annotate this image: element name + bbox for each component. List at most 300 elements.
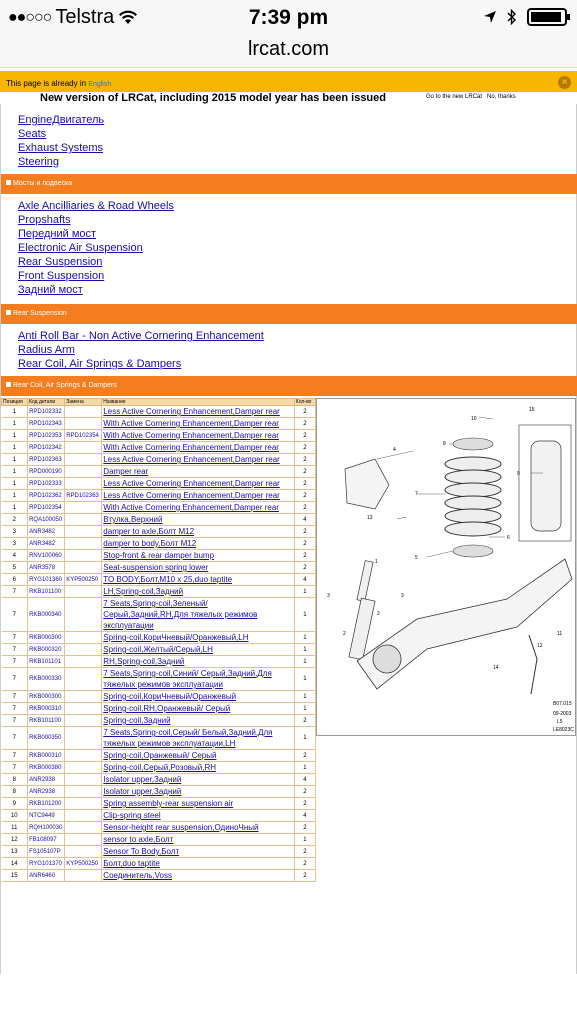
quantity-cell: 2 <box>303 788 307 795</box>
part-code-cell <box>28 727 65 750</box>
table-row <box>2 786 316 798</box>
quantity-cell: 2 <box>303 552 307 559</box>
quantity-cell <box>294 727 315 750</box>
position-cell <box>2 454 28 466</box>
diagram-label: 3 <box>327 593 330 599</box>
part-name-cell <box>102 834 295 846</box>
diagram-label: 4 <box>393 447 396 453</box>
table-header-row <box>2 399 316 406</box>
part-name-link[interactable]: Isolator upper,Задний <box>103 787 182 796</box>
position-cell: 12 <box>10 836 18 843</box>
quantity-cell <box>294 822 315 834</box>
part-name-cell <box>102 418 295 430</box>
carrier-name: Telstra <box>55 6 115 28</box>
part-code-link[interactable]: RNV100060 <box>29 552 62 559</box>
quantity-cell: 1 <box>303 611 307 618</box>
status-bar <box>0 0 577 38</box>
part-code-link[interactable]: RKB101101 <box>29 658 61 665</box>
quantity-cell: 1 <box>303 658 307 665</box>
parts-table-body <box>2 406 316 882</box>
part-code-link[interactable]: NTC9449 <box>29 812 55 819</box>
quantity-cell: 2 <box>303 872 307 879</box>
translate-language[interactable]: English <box>88 81 112 88</box>
position-cell <box>2 632 28 644</box>
replacement-cell <box>65 858 102 870</box>
part-name-cell <box>102 538 295 550</box>
part-code-link[interactable]: ANR3482 <box>29 528 56 535</box>
coil-spring <box>445 457 501 536</box>
part-code-link[interactable]: RYG101370 <box>29 860 62 867</box>
part-name-link[interactable]: 7 Seats,Spring-coil,Зеленый/ Серый,Задний,RH,Для тяжелых режимов эксплуатации <box>103 599 258 630</box>
part-code-cell <box>28 562 65 574</box>
position-cell: 7 <box>12 676 16 682</box>
part-name-link[interactable]: LH,Spring-coil,Задний <box>103 587 184 596</box>
position-cell: 7 <box>12 634 16 641</box>
position-cell <box>2 656 28 668</box>
part-code-link[interactable]: ANR2938 <box>29 788 56 795</box>
quantity-cell <box>294 644 315 656</box>
part-code-cell <box>28 514 65 526</box>
part-code-cell <box>28 466 65 478</box>
replacement-cell <box>65 586 102 598</box>
part-name-link[interactable]: With Active Cornering Enhancement,Damper rear <box>103 431 279 440</box>
replacement-cell <box>65 798 102 810</box>
part-code-link[interactable]: RPD000190 <box>29 468 62 475</box>
quantity-cell <box>294 656 315 668</box>
quantity-cell: 1 <box>303 705 307 712</box>
part-name-link[interactable]: Spring-coil,Серый,Розовый,RH <box>103 763 217 772</box>
part-code-cell <box>28 526 65 538</box>
part-code-link[interactable]: RPD102342 <box>29 444 62 451</box>
part-name-link[interactable]: Sensor-height rear suspension,ОдиноЧный <box>103 823 259 832</box>
replacement-link[interactable]: KYP500250 <box>66 576 99 583</box>
quantity-cell: 4 <box>303 812 307 819</box>
part-name-link[interactable]: Spring-coil,Задний <box>103 716 171 725</box>
part-code-cell <box>28 574 65 586</box>
part-name-link[interactable]: damper to body,Болт M12 <box>103 539 197 548</box>
link-engine[interactable]: EngineДвигатель <box>18 114 105 126</box>
table-row <box>2 834 316 846</box>
part-name-link[interactable]: Втулка,Верхний <box>103 515 163 524</box>
diagram-label: 1 <box>375 559 378 565</box>
table-row <box>2 632 316 644</box>
position-cell: 3 <box>12 528 16 535</box>
position-cell: 7 <box>12 646 16 653</box>
part-code-cell <box>28 703 65 715</box>
table-row <box>2 514 316 526</box>
collapse-icon <box>6 310 11 315</box>
table-row <box>2 822 316 834</box>
close-icon[interactable]: × <box>558 76 571 89</box>
position-cell: 15 <box>10 872 18 879</box>
translate-text: This page is already in <box>6 79 87 88</box>
link-front-suspension[interactable]: Front Suspension <box>18 270 105 282</box>
position-cell <box>2 562 28 574</box>
col-code: Код детали <box>28 399 65 406</box>
part-code-cell <box>28 502 65 514</box>
part-name-link[interactable]: TO BODY,Болт,M10 x 25,duo taptite <box>103 575 233 584</box>
position-cell: 7 <box>12 764 16 771</box>
part-code-link[interactable]: RKB101100 <box>29 588 61 595</box>
part-code-link[interactable]: RKB000320 <box>29 646 62 653</box>
position-cell <box>2 798 28 810</box>
position-cell: 8 <box>12 788 16 795</box>
quantity-cell <box>294 810 315 822</box>
diagram-ref: B07.015 <box>553 701 572 707</box>
quantity-cell <box>294 858 315 870</box>
table-row <box>2 810 316 822</box>
table-row <box>2 562 316 574</box>
link-seats[interactable]: Seats <box>18 128 47 140</box>
part-name-link[interactable]: Spring-coil,RH,Оранжевый/ Серый <box>103 704 231 713</box>
part-code-link[interactable]: RKB000350 <box>29 735 62 741</box>
part-name-link[interactable]: Less Active Cornering Enhancement,Damper rear <box>103 479 280 488</box>
part-name-link[interactable]: Spring-coil,КориЧневый/Оранжевый,LH <box>103 633 249 642</box>
part-name-link[interactable]: Less Active Cornering Enhancement,Damper rear <box>103 455 280 464</box>
link-front-axle[interactable]: Передний мост <box>18 228 97 240</box>
part-code-link[interactable]: RKB000300 <box>29 634 62 641</box>
replacement-link[interactable]: KYP500250 <box>66 860 99 867</box>
replacement-cell <box>65 727 102 750</box>
replacement-link[interactable]: RPD102354 <box>66 432 99 439</box>
replacement-cell <box>65 526 102 538</box>
section-header-rear-coil[interactable] <box>1 376 577 396</box>
part-name-cell <box>102 502 295 514</box>
quantity-cell: 2 <box>303 800 307 807</box>
link-steering[interactable]: Steering <box>18 156 59 168</box>
position-cell <box>2 406 28 418</box>
part-code-link[interactable]: RKB000310 <box>29 752 62 759</box>
link-exhaust[interactable]: Exhaust Systems <box>18 142 103 154</box>
part-name-link[interactable]: Spring-coil,Оранжевый/ Серый <box>103 751 217 760</box>
part-name-cell <box>102 822 295 834</box>
table-row <box>2 727 316 750</box>
link-rear-coil[interactable]: Rear Coil, Air Springs & Dampers <box>18 358 182 370</box>
replacement-cell <box>65 822 102 834</box>
replacement-cell <box>65 656 102 668</box>
quantity-cell: 1 <box>303 693 307 700</box>
quantity-cell <box>294 526 315 538</box>
quantity-cell <box>294 750 315 762</box>
part-code-link[interactable]: RKB000340 <box>29 611 62 618</box>
part-name-link[interactable]: Seat-suspension spring lower <box>103 563 209 572</box>
quantity-cell <box>294 478 315 490</box>
part-code-link[interactable]: RKB000380 <box>29 764 62 771</box>
section-header-rear-suspension[interactable] <box>1 304 577 324</box>
part-code-link[interactable]: ANR3482 <box>29 540 56 547</box>
quantity-cell: 2 <box>303 480 307 487</box>
diagram-label: 14 <box>493 665 499 671</box>
diagram-label: 12 <box>537 643 543 649</box>
notice-links <box>426 94 516 100</box>
position-cell <box>2 466 28 478</box>
part-name-link[interactable]: Less Active Cornering Enhancement,Damper rear <box>103 491 280 500</box>
part-code-cell <box>28 478 65 490</box>
part-name-link[interactable]: damper to axle,Болт M12 <box>103 527 195 536</box>
position-cell <box>2 514 28 526</box>
isolator-upper <box>453 438 493 450</box>
link-rear-axle[interactable]: Задний мост <box>18 284 83 296</box>
part-code-cell <box>28 715 65 727</box>
position-cell: 7 <box>12 611 16 618</box>
quantity-cell <box>294 430 315 442</box>
position-cell <box>2 668 28 691</box>
link-anti-roll-bar[interactable]: Anti Roll Bar - Non Active Cornering Enhancement <box>18 330 264 342</box>
position-cell <box>2 644 28 656</box>
replacement-cell <box>65 846 102 858</box>
position-cell <box>2 538 28 550</box>
quantity-cell <box>294 703 315 715</box>
position-cell: 7 <box>12 705 16 712</box>
part-name-link[interactable]: Болт,duo taptite <box>103 859 160 868</box>
position-cell: 13 <box>10 848 18 855</box>
dismiss-link[interactable]: No, thanks <box>487 94 516 100</box>
quantity-cell: 2 <box>303 420 307 427</box>
quantity-cell <box>294 562 315 574</box>
part-name-link[interactable]: Spring-coil,КориЧневый/Оранжевый <box>103 692 237 701</box>
part-name-cell <box>102 810 295 822</box>
position-cell: 1 <box>12 408 16 415</box>
part-name-cell <box>102 691 295 703</box>
position-cell: 1 <box>12 492 16 499</box>
section-title: Мосты и подвеска <box>13 180 73 187</box>
table-row <box>2 466 316 478</box>
part-name-cell <box>102 574 295 586</box>
replacement-cell <box>65 774 102 786</box>
quantity-cell <box>294 774 315 786</box>
part-code-link[interactable]: RKB000310 <box>29 705 62 712</box>
collapse-icon <box>6 382 11 387</box>
position-cell: 7 <box>12 588 16 595</box>
part-code-cell <box>28 418 65 430</box>
replacement-cell <box>65 703 102 715</box>
location-arrow-icon <box>483 10 497 24</box>
part-code-link[interactable]: RQH100030 <box>29 824 63 831</box>
part-code-link[interactable]: ANR6460 <box>29 872 56 879</box>
part-name-link[interactable]: 7 Seats,Spring-coil,Синий/ Серый,Задний,Для тяжелых режимов эксплуатации <box>103 669 272 689</box>
quantity-cell: 2 <box>303 456 307 463</box>
diagram-label: 8 <box>443 441 446 447</box>
part-name-link[interactable]: 7 Seats,Spring-coil,Серый/ Белый,Задний,Для тяжелых режимов эксплуатации,LH <box>103 728 273 748</box>
part-code-cell <box>28 846 65 858</box>
position-cell <box>2 727 28 750</box>
part-name-link[interactable]: With Active Cornering Enhancement,Damper rear <box>103 419 279 428</box>
part-code-cell <box>28 858 65 870</box>
position-cell <box>2 691 28 703</box>
part-name-cell <box>102 490 295 502</box>
table-row <box>2 691 316 703</box>
part-code-cell <box>28 810 65 822</box>
bluetooth-icon <box>507 8 517 26</box>
part-name-link[interactable]: Spring-coil,Желтый/Серый,LH <box>103 645 213 654</box>
position-cell <box>2 598 28 632</box>
height-sensor <box>529 635 537 694</box>
part-code-link[interactable]: FS105107P <box>29 848 61 855</box>
part-code-link[interactable]: RPD102343 <box>29 420 62 427</box>
table-row <box>2 502 316 514</box>
quantity-cell: 2 <box>303 444 307 451</box>
table-row <box>2 586 316 598</box>
part-code-cell <box>28 786 65 798</box>
spring-seat-lower <box>453 545 493 557</box>
quantity-cell: 1 <box>303 676 307 682</box>
quantity-cell <box>294 418 315 430</box>
table-row <box>2 858 316 870</box>
quantity-cell: 4 <box>303 776 307 783</box>
part-name-link[interactable]: RH,Spring-coil,Задний <box>103 657 185 666</box>
quantity-cell <box>294 762 315 774</box>
table-row <box>2 656 316 668</box>
position-cell <box>2 715 28 727</box>
quantity-cell: 2 <box>303 824 307 831</box>
link-air-suspension[interactable]: Electronic Air Suspension <box>18 242 143 254</box>
quantity-cell <box>294 514 315 526</box>
diagram-label: 2 <box>343 631 346 637</box>
link-axle-ancillaries[interactable]: Axle Ancilliaries & Road Wheels <box>18 200 174 212</box>
position-cell <box>2 418 28 430</box>
table-row <box>2 762 316 774</box>
replacement-cell <box>65 762 102 774</box>
part-code-cell <box>28 774 65 786</box>
table-row <box>2 798 316 810</box>
part-code-link[interactable]: RPD102354 <box>29 504 62 511</box>
part-name-link[interactable]: With Active Cornering Enhancement,Damper rear <box>103 443 279 452</box>
part-name-link[interactable]: Spring assembly-rear suspension air <box>103 799 234 808</box>
address-bar[interactable]: lrcat.com <box>0 38 577 68</box>
replacement-cell <box>65 834 102 846</box>
go-to-new-link[interactable]: Go to the new LRCat <box>426 94 483 100</box>
part-name-link[interactable]: Clip-spring steel <box>103 811 161 820</box>
part-name-cell <box>102 774 295 786</box>
notice-title: New version of LRCat, including 2015 model year has been issued <box>40 92 386 104</box>
part-code-link[interactable]: ANR2938 <box>29 776 56 783</box>
link-propshafts[interactable]: Propshafts <box>18 214 71 226</box>
diagram-label: 2 <box>377 611 380 617</box>
position-cell <box>2 490 28 502</box>
quantity-cell: 1 <box>303 634 307 641</box>
part-name-link[interactable]: Stop-front & rear damper bump <box>103 551 215 560</box>
part-name-link[interactable]: Damper rear <box>103 467 149 476</box>
section-header-axles[interactable] <box>1 174 577 194</box>
diagram-label: 15 <box>529 407 535 413</box>
diagram-label: 7 <box>415 491 418 497</box>
part-name-link[interactable]: Соединитель,Voss <box>103 871 172 880</box>
parts-table <box>1 398 316 882</box>
position-cell <box>2 586 28 598</box>
part-code-link[interactable]: RKB000300 <box>29 693 62 700</box>
replacement-cell <box>65 786 102 798</box>
part-code-cell <box>28 586 65 598</box>
part-code-cell <box>28 644 65 656</box>
quantity-cell: 2 <box>303 752 307 759</box>
part-name-link[interactable]: Less Active Cornering Enhancement,Damper rear <box>103 407 280 416</box>
table-row <box>2 454 316 466</box>
table-row <box>2 870 316 882</box>
part-name-cell <box>102 644 295 656</box>
part-name-cell <box>102 858 295 870</box>
diagram-ref: 09-2003 <box>553 711 572 717</box>
quantity-cell: 2 <box>303 468 307 475</box>
position-cell: 10 <box>10 812 18 819</box>
quantity-cell <box>294 598 315 632</box>
position-cell: 7 <box>12 752 16 759</box>
table-row <box>2 750 316 762</box>
parts-diagram[interactable] <box>316 398 576 736</box>
col-name: Название <box>102 399 295 406</box>
table-row <box>2 598 316 632</box>
part-name-cell <box>102 786 295 798</box>
part-code-link[interactable]: RPD102362 <box>29 492 62 499</box>
quantity-cell: 2 <box>303 860 307 867</box>
bump-stop-bracket <box>345 459 389 509</box>
part-code-link[interactable]: RPD102353 <box>29 432 62 439</box>
position-cell: 7 <box>12 693 16 700</box>
replacement-link[interactable]: RPD102363 <box>66 492 99 499</box>
part-name-link[interactable]: sensor to axle,Болт <box>103 835 174 844</box>
quantity-cell: 1 <box>303 836 307 843</box>
new-version-notice <box>0 92 577 104</box>
quantity-cell: 1 <box>303 588 307 595</box>
diagram-ref: L5 <box>557 719 563 725</box>
part-code-link[interactable]: FB108097 <box>29 836 57 843</box>
replacement-cell <box>65 442 102 454</box>
part-code-link[interactable]: ANR3578 <box>29 564 56 571</box>
link-radius-arm[interactable]: Radius Arm <box>18 344 75 356</box>
part-code-link[interactable]: RPD102363 <box>29 456 62 463</box>
replacement-cell <box>65 715 102 727</box>
quantity-cell <box>294 834 315 846</box>
table-row <box>2 490 316 502</box>
part-code-link[interactable]: RKB101200 <box>29 800 62 807</box>
part-name-cell <box>102 598 295 632</box>
part-code-link[interactable]: RPD102333 <box>29 480 62 487</box>
diagram-label: 13 <box>367 515 373 521</box>
collapse-icon <box>6 180 11 185</box>
part-code-link[interactable]: RKB000330 <box>29 676 62 682</box>
table-row <box>2 846 316 858</box>
position-cell <box>2 550 28 562</box>
position-cell: 1 <box>12 420 16 427</box>
part-code-link[interactable]: RKB101100 <box>29 717 61 724</box>
part-code-cell <box>28 656 65 668</box>
replacement-cell <box>65 870 102 882</box>
part-name-cell <box>102 562 295 574</box>
position-cell <box>2 526 28 538</box>
part-code-link[interactable]: RQA100050 <box>29 516 63 523</box>
part-name-cell <box>102 846 295 858</box>
quantity-cell <box>294 668 315 691</box>
position-cell: 1 <box>12 456 16 463</box>
replacement-cell <box>65 490 102 502</box>
quantity-cell: 4 <box>303 576 307 583</box>
part-name-cell <box>102 703 295 715</box>
part-code-link[interactable]: RPD102332 <box>29 408 62 415</box>
quantity-cell <box>294 870 315 882</box>
table-row <box>2 526 316 538</box>
table-row <box>2 418 316 430</box>
part-name-link[interactable]: Isolator upper,Задний <box>103 775 182 784</box>
part-name-link[interactable]: With Active Cornering Enhancement,Damper rear <box>103 503 279 512</box>
quantity-cell: 1 <box>303 646 307 653</box>
part-code-cell <box>28 454 65 466</box>
part-code-link[interactable]: RYG101360 <box>29 576 62 583</box>
table-row <box>2 715 316 727</box>
table-row <box>2 442 316 454</box>
link-rear-suspension[interactable]: Rear Suspension <box>18 256 103 268</box>
part-name-link[interactable]: Sensor To Body,Болт <box>103 847 180 856</box>
section-title: Rear Coil, Air Springs & Dampers <box>13 382 117 389</box>
position-cell: 7 <box>12 735 16 741</box>
